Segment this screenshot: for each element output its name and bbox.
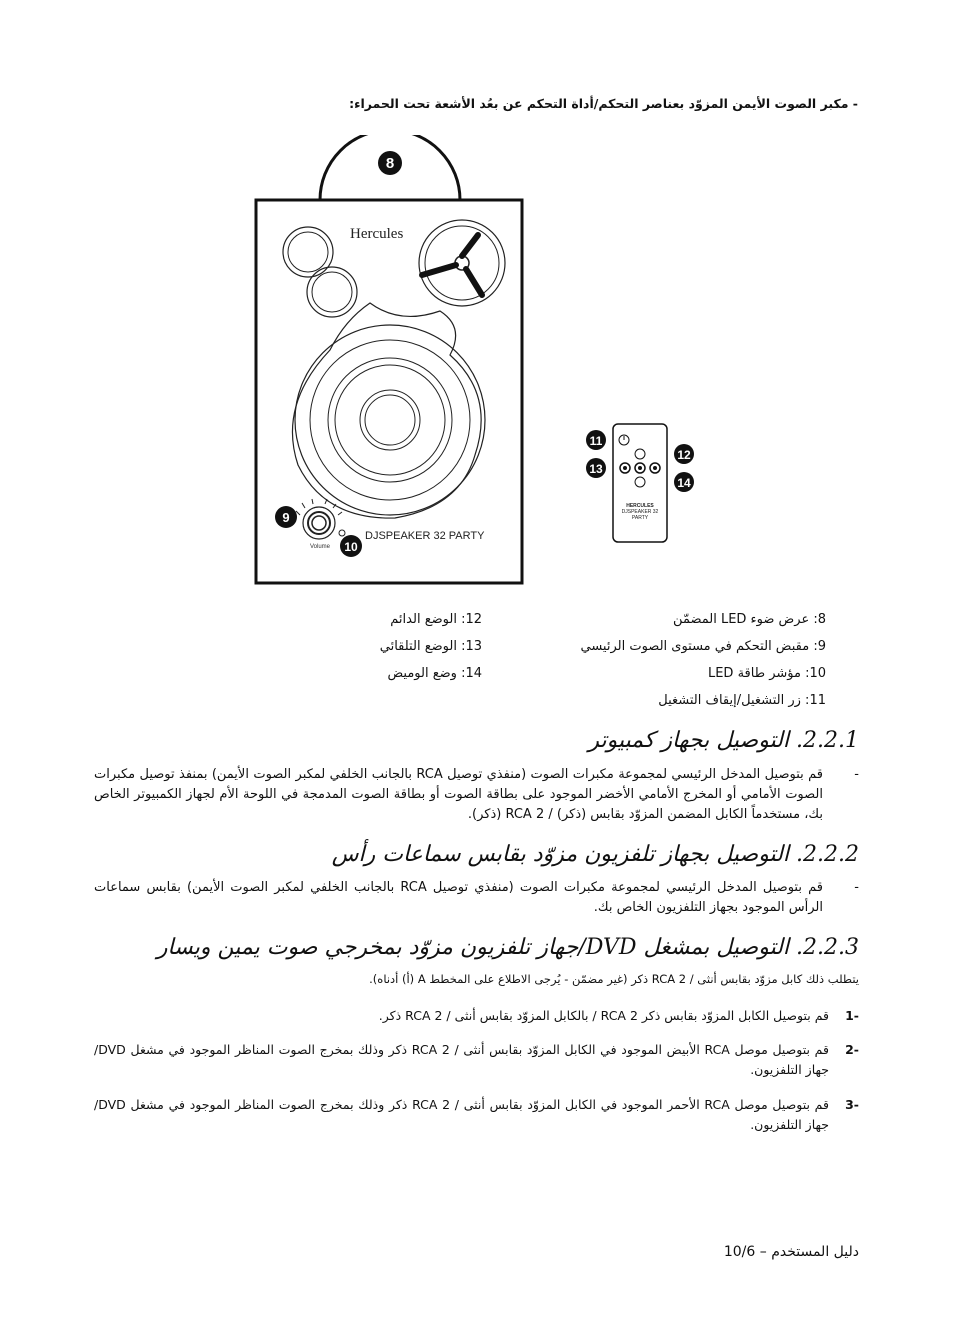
- legend-item: 9: مقبض التحكم في مستوى الصوت الرئيسي: [580, 639, 826, 654]
- item-number: -2: [845, 1042, 859, 1057]
- speaker-figure: [250, 135, 540, 595]
- section-heading-2-2-3: 2.2.3. التوصيل بمشغل DVD/جهاز تلفزيون مزوّد بمخرجي صوت يمين ويسار: [156, 935, 859, 960]
- model-label: DJSPEAKER 32 PARTY: [365, 530, 485, 542]
- svg-text:14: 14: [677, 476, 691, 490]
- item-text: قم بتوصيل موصل RCA الأبيض الموجود في الكابل المزوّد بقابس أنثى / 2 RCA ذكر وذلك بمخرج الصوت المناظر الموجود في مشغل DVD/جهاز التلفزيون.: [94, 1042, 829, 1077]
- paragraph-text: قم بتوصيل المدخل الرئيسي لمجموعة مكبرات الصوت (منفذي توصيل RCA بالجانب الخلفي لمكبر الصوت الأيمن) بقابس سماعات الرأس الموجود بجهاز التلفزيون الخاص بك.: [94, 880, 823, 915]
- speaker-cabinet: [256, 200, 522, 583]
- svg-text:13: 13: [589, 462, 603, 476]
- remote-power-button[interactable]: [619, 435, 629, 445]
- section-paragraph-2-2-1: [94, 765, 859, 825]
- callout-8-label: 8: [385, 155, 395, 172]
- section-heading-2-2-1: 2.2.1. التوصيل بجهاز كمبيوتر: [588, 728, 859, 753]
- brand-logo: Hercules: [350, 226, 404, 242]
- paragraph-text: قم بتوصيل المدخل الرئيسي لمجموعة مكبرات الصوت (منفذي توصيل RCA بالجانب الخلفي لمكبر الصوت الأيمن) بمنفذ توصيل مكبرات الصوت الأمامي أو المخرج الأمامي الأخضر الموجود على بطاقة الصوت أو بطاقة الصوت المدمجة في اللوحة الأم لجهاز الكمبيوتر الخاص بك، مستخدماً الكابل المضمن المزوّد بقابس (ذكر) / 2 RCA (ذكر).: [94, 767, 823, 822]
- svg-text:10: 10: [344, 540, 358, 554]
- remote-steady-button[interactable]: [635, 449, 645, 459]
- list-item: [94, 1095, 859, 1135]
- svg-text:11: 11: [589, 434, 603, 448]
- remote-flash-button[interactable]: [635, 477, 645, 487]
- remote-brand: HERCULES: [626, 503, 654, 509]
- remote-control-figure: [578, 422, 708, 547]
- svg-text:9: 9: [282, 510, 290, 525]
- section-paragraph-2-2-2: [94, 878, 859, 918]
- remote-model-1: DJSPEAKER 32: [621, 509, 659, 515]
- list-item: [94, 1040, 859, 1080]
- legend-item: 10: مؤشر طاقة LED: [707, 666, 826, 681]
- section-note: يتطلب ذلك كابل مزوّد بقابس أنثى / 2 RCA ذكر (غير مضمّن - يُرجى الاطلاع على المخطط A (أ) أدناه).: [369, 972, 859, 986]
- remote-model-2: PARTY: [631, 515, 649, 521]
- legend-left: [380, 606, 482, 687]
- bullet: -: [854, 880, 859, 895]
- list-item: [94, 1006, 859, 1026]
- volume-label: Volume: [309, 544, 331, 550]
- item-number: -1: [845, 1008, 859, 1023]
- legend-item: 8: عرض ضوء LED المضمّن: [673, 612, 826, 627]
- item-number: -3: [845, 1097, 859, 1112]
- legend-item: 12: الوضع الدائم: [390, 612, 482, 627]
- item-text: قم بتوصيل موصل RCA الأحمر الموجود في الكابل المزوّد بقابس أنثى / 2 RCA ذكر وذلك بمخرج الصوت المناظر الموجود في مشغل DVD/جهاز التلفزيون.: [94, 1097, 829, 1132]
- intro-text: - مكبر الصوت الأيمن المزوّد بعناصر التحكم/أداة التحكم عن بعُد الأشعة تحت الحمراء:: [349, 96, 858, 111]
- legend-item: 14: وضع الوميض: [387, 666, 482, 681]
- bullet: -: [854, 767, 859, 782]
- legend-item: 11: زر التشغيل/إيقاف التشغيل: [658, 693, 826, 708]
- svg-text:12: 12: [677, 448, 691, 462]
- item-text: قم بتوصيل الكابل المزوّد بقابس ذكر RCA 2 / بالكابل المزوّد بقابس أنثى / 2 RCA ذكر.: [378, 1008, 829, 1023]
- legend-right: [580, 606, 826, 714]
- section-heading-2-2-2: 2.2.2. التوصيل بجهاز تلفزيون مزوّد بقابس سماعات رأس: [331, 842, 859, 867]
- page-footer: دليل المستخدم – 10/6: [723, 1244, 859, 1260]
- legend-item: 13: الوضع التلقائي: [379, 639, 482, 654]
